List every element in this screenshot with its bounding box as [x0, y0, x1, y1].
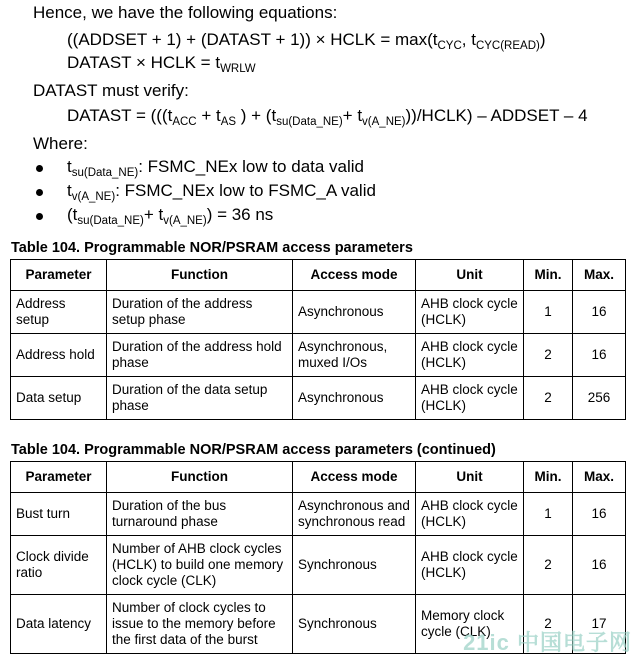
cell-max: 16: [573, 291, 626, 334]
bullet-item: $t_{v(A\_NE)}$: FSMC_NEx low to FSMC_A valid: [67, 181, 376, 203]
cell-access-mode: Asynchronous: [293, 291, 416, 334]
cell-min: 2: [524, 377, 573, 420]
cell-min: 2: [524, 595, 573, 654]
cell-max: 16: [573, 536, 626, 595]
table-row: [11, 334, 626, 377]
header-parameter: Parameter: [11, 462, 107, 493]
cell-max: 17: [573, 595, 626, 654]
cell-parameter: Address hold: [11, 334, 107, 377]
cell-function: Duration of the address hold phase: [107, 334, 293, 377]
cell-unit: AHB clock cycle (HCLK): [416, 334, 524, 377]
cell-function: Duration of the data setup phase: [107, 377, 293, 420]
cell-unit: AHB clock cycle (HCLK): [416, 493, 524, 536]
table-header-row: [11, 260, 626, 291]
table-row: [11, 536, 626, 595]
verify-text: DATAST must verify:: [33, 81, 189, 100]
cell-unit: AHB clock cycle (HCLK): [416, 377, 524, 420]
cell-max: 256: [573, 377, 626, 420]
cell-min: 1: [524, 493, 573, 536]
table-1-caption: Table 104. Programmable NOR/PSRAM access parameters: [11, 240, 413, 256]
cell-parameter: Bust turn: [11, 493, 107, 536]
cell-function: Duration of the bus turnaround phase: [107, 493, 293, 536]
cell-access-mode: Synchronous: [293, 536, 416, 595]
table-1: [10, 259, 626, 420]
bullet-dot: [36, 189, 43, 196]
header-min: Min.: [524, 462, 573, 493]
cell-unit: Memory clock cycle (CLK): [416, 595, 524, 654]
cell-max: 16: [573, 493, 626, 536]
table-header-row: [11, 462, 626, 493]
cell-function: Number of clock cycles to issue to the memory before the first data of the burst: [107, 595, 293, 654]
cell-access-mode: Synchronous: [293, 595, 416, 654]
header-function: Function: [107, 260, 293, 291]
header-parameter: Parameter: [11, 260, 107, 291]
table-row: [11, 493, 626, 536]
cell-access-mode: Asynchronous and synchronous read: [293, 493, 416, 536]
header-access-mode: Access mode: [293, 462, 416, 493]
cell-function: Duration of the address setup phase: [107, 291, 293, 334]
cell-min: 2: [524, 536, 573, 595]
watermark-logo: 21ic 中国电子网: [463, 630, 632, 655]
cell-parameter: Address setup: [11, 291, 107, 334]
bullet-item: $t_{su(Data\_NE)}$: FSMC_NEx low to data valid: [67, 157, 365, 179]
header-unit: Unit: [416, 260, 524, 291]
intro-text: Hence, we have the following equations:: [33, 3, 338, 22]
cell-parameter: Data setup: [11, 377, 107, 420]
table-row: [11, 291, 626, 334]
header-function: Function: [107, 462, 293, 493]
equation-3: DATAST = ((($t_{ACC} + t_{AS}$ ) + ($t_{su(Data\_NE)}+$ $t_{v(A\_NE)}))/HCLK$) – ADDSET – 4: [67, 106, 588, 128]
header-min: Min.: [524, 260, 573, 291]
cell-access-mode: Asynchronous: [293, 377, 416, 420]
table-row: [11, 377, 626, 420]
cell-access-mode: Asynchronous, muxed I/Os: [293, 334, 416, 377]
cell-min: 1: [524, 291, 573, 334]
cell-max: 16: [573, 334, 626, 377]
cell-parameter: Clock divide ratio: [11, 536, 107, 595]
bullet-item: $(t_{su(Data\_NE)}+ t_{v(A\_NE)}) = 36$ ns: [67, 205, 274, 227]
cell-function: Number of AHB clock cycles (HCLK) to build one memory clock cycle (CLK): [107, 536, 293, 595]
header-max: Max.: [573, 260, 626, 291]
table-2-caption: Table 104. Programmable NOR/PSRAM access parameters (continued): [11, 442, 496, 458]
header-access-mode: Access mode: [293, 260, 416, 291]
bullet-dot: [36, 213, 43, 220]
cell-parameter: Data latency: [11, 595, 107, 654]
header-max: Max.: [573, 462, 626, 493]
where-text: Where:: [33, 134, 88, 153]
equation-2: DATAST × HCLK = $t_{WRLW}$: [67, 53, 256, 75]
cell-unit: AHB clock cycle (HCLK): [416, 291, 524, 334]
equation-1: ((ADDSET + 1) + (DATAST + 1)) × HCLK = $\max(t_{CYC}$, $t_{CYC(READ)}$): [67, 30, 546, 52]
cell-min: 2: [524, 334, 573, 377]
header-unit: Unit: [416, 462, 524, 493]
bullet-dot: [36, 165, 43, 172]
cell-unit: AHB clock cycle (HCLK): [416, 536, 524, 595]
